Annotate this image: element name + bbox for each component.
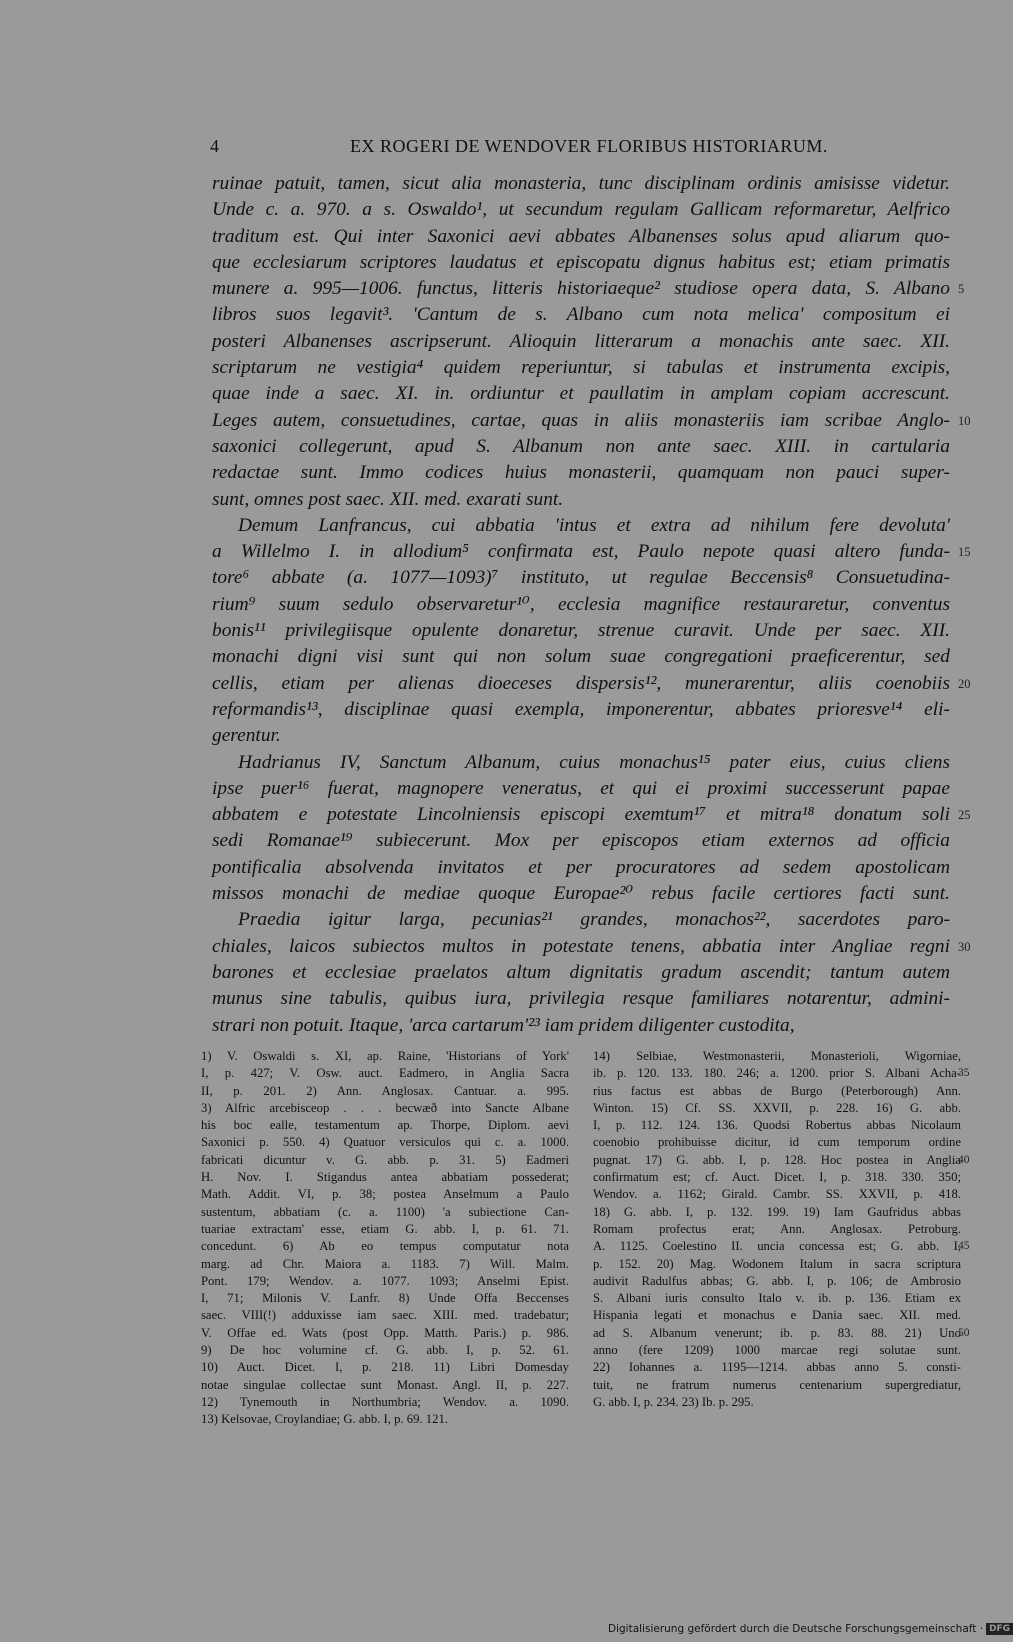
footnote-line: saec. VIII(!) adduxisse iam saec. XIII. med. tradebatur; bbox=[201, 1308, 569, 1323]
footnote-line: Romam profectus erat; Ann. Anglosax. Petroburg. bbox=[593, 1221, 961, 1236]
text-line: sedi Romanae¹⁹ subiecerunt. Mox per episcopos etiam externos ad officia bbox=[212, 830, 950, 852]
line-number: 30 bbox=[958, 939, 971, 954]
running-header bbox=[210, 136, 970, 160]
footnote-line: fabricati dicuntur v. G. abb. p. 31. 5) Eadmeri bbox=[201, 1152, 569, 1167]
footnote-line: rius factus est abbas de Burgo (Peterborough) Ann. bbox=[593, 1083, 961, 1098]
text-line: abbatem e potestate Lincolniensis episcopi exemtum¹⁷ et mitra¹⁸ donatum soli bbox=[212, 804, 950, 826]
footnote-line: pugnat. 17) G. abb. I, p. 128. Hoc postea in Anglia bbox=[593, 1152, 961, 1167]
text-line: posteri Albanenses ascripserunt. Alioquin litterarum a monachis ante saec. XII. bbox=[212, 330, 950, 352]
footer-credit bbox=[608, 1623, 1013, 1635]
footnote-line: II, p. 201. 2) Ann. Anglosax. Cantuar. a. 995. bbox=[201, 1083, 569, 1098]
footnote-line: 3) Alfric arcebisceop . . . becwæð into Sancte Albane bbox=[201, 1100, 569, 1115]
footnote-line: his boc ealle, testamentum ap. Thorpe, Diplom. aevi bbox=[201, 1118, 569, 1133]
text-line: reformandis¹³, disciplinae quasi exempla, imponerentur, abbates prioresve¹⁴ eli- bbox=[212, 698, 950, 720]
line-number: 45 bbox=[958, 1240, 970, 1253]
footnote-line: 14) Selbiae, Westmonasterii, Monasterioli, Wigorniae, bbox=[593, 1049, 961, 1063]
footnote-line: ad S. Albanum venerunt; ib. p. 83. 88. 21) Uno bbox=[593, 1325, 961, 1340]
footnote-line: tuariae extractam' esse, etiam G. abb. I, p. 61. 71. bbox=[201, 1221, 569, 1236]
text-line: pontificalia absolvenda invitatos et per procuratores ad sedem apostolicam bbox=[212, 856, 950, 878]
text-line: ipse puer¹⁶ fuerat, magnopere veneratus, et qui ei proximi successerunt papae bbox=[212, 777, 950, 799]
footnote-line: 13) Kelsovae, Croylandiae; G. abb. I, p. 69. 121. bbox=[201, 1412, 448, 1427]
footnote-line: anno (fere 1209) 1000 marcae regi solutae sunt. bbox=[593, 1343, 961, 1358]
line-number: 25 bbox=[958, 808, 971, 823]
text-line: missos monachi de mediae quoque Europae²⁰ rebus facile certiores facti sunt. bbox=[212, 883, 950, 905]
footnote-line: Math. Addit. VI, p. 38; postea Anselmum a Paulo bbox=[201, 1187, 569, 1202]
text-line: rium⁹ suum sedulo observaretur¹⁰, ecclesia magnifice restauraretur, conventus bbox=[212, 593, 950, 615]
text-line: Unde c. a. 970. a s. Oswaldo¹, ut secundum regulam Gallicam reformaretur, Aelfrico bbox=[212, 199, 950, 221]
footnote-line: audivit Radulfus abbas; G. abb. I, p. 106; de Ambrosio bbox=[593, 1273, 961, 1288]
text-line: Demum Lanfrancus, cui abbatia 'intus et extra ad nihilum fere devoluta' bbox=[238, 514, 950, 536]
footnote-line: A. 1125. Coelestino II. uncia concessa est; G. abb. I, bbox=[593, 1239, 961, 1254]
line-number: 35 bbox=[958, 1067, 970, 1080]
footnote-line: 9) De hoc volumine cf. G. abb. I, p. 52. 61. bbox=[201, 1343, 569, 1358]
dfg-logo: DFG bbox=[986, 1623, 1013, 1635]
line-number: 40 bbox=[958, 1153, 970, 1166]
footnote-line: p. 152. 20) Mag. Wodonem Italum in sacra scriptura bbox=[593, 1256, 961, 1271]
footnote-line: confirmatum est; cf. Auct. Dicet. I, p. 318. 330. 350; bbox=[593, 1170, 961, 1185]
footnote-line: I, p. 112. 124. 136. Quodsi Robertus abbas Nicolaum bbox=[593, 1118, 961, 1133]
line-number: 15 bbox=[958, 545, 971, 560]
text-line: tore⁶ abbate (a. 1077—1093)⁷ instituto, ut regulae Beccensis⁸ Consuetudina- bbox=[212, 567, 950, 589]
footnote-line: Wendov. a. 1162; Girald. Cambr. SS. XXVII, p. 418. bbox=[593, 1187, 961, 1202]
text-line: Praedia igitur larga, pecunias²¹ grandes, monachos²², sacerdotes paro- bbox=[238, 909, 950, 931]
footnote-line: 1) V. Oswaldi s. XI, ap. Raine, 'Historians of York' bbox=[201, 1049, 569, 1063]
text-line: libros suos legavit³. 'Cantum de s. Albano cum nota melica' compositum ei bbox=[212, 304, 950, 326]
footnote-line: Pont. 179; Wendov. a. 1077. 1093; Anselmi Epist. bbox=[201, 1273, 569, 1288]
footnote-line: G. abb. I, p. 234. 23) Ib. p. 295. bbox=[593, 1394, 754, 1409]
text-line: redactae sunt. Immo codices huius monasterii, quamquam non pauci super- bbox=[212, 462, 950, 484]
line-number: 20 bbox=[958, 676, 971, 691]
page-number: 4 bbox=[210, 136, 220, 156]
footnote-line: Saxonici p. 550. 4) Quatuor versiculos qui c. a. 1000. bbox=[201, 1135, 569, 1150]
text-line: Hadrianus IV, Sanctum Albanum, cuius monachus¹⁵ pater eius, cuius cliens bbox=[238, 751, 950, 773]
text-line: chiales, laicos subiectos multos in potestate tenens, abbatia inter Angliae regni bbox=[212, 935, 950, 957]
footnotes-left-column bbox=[201, 1048, 569, 1429]
text-line: a Willelmo I. in allodium⁵ confirmata est, Paulo nepote quasi altero funda- bbox=[212, 541, 950, 563]
footnote-line: concedunt. 6) Ab eo tempus computatur nota bbox=[201, 1239, 569, 1254]
text-line: traditum est. Qui inter Saxonici aevi abbates Albanenses solus apud aliarum quo- bbox=[212, 225, 950, 247]
footnote-line: 18) G. abb. I, p. 132. 199. 19) Iam Gaufridus abbas bbox=[593, 1204, 961, 1219]
footnote-line: I, p. 427; V. Osw. auct. Eadmero, in Anglia Sacra bbox=[201, 1066, 569, 1081]
footnote-line: tuit, ne fratrum numerus centenarium supergrediatur, bbox=[593, 1377, 961, 1392]
footnote-line: Hispania legati et monachus e Dania saec. XII. med. bbox=[593, 1308, 961, 1323]
footnote-line: 10) Auct. Dicet. I, p. 218. 11) Libri Domesday bbox=[201, 1360, 569, 1375]
text-line: strari non potuit. Itaque, 'arca cartarum'²³ iam pridem diligenter custodita, bbox=[212, 1014, 795, 1036]
text-line: gerentur. bbox=[212, 725, 281, 747]
footnote-line: S. Albani iuris consulto Italo v. ib. p. 136. Etiam ex bbox=[593, 1291, 961, 1306]
text-line: saxonici collegerunt, apud S. Albanum non ante saec. XIII. in cartularia bbox=[212, 435, 950, 457]
text-line: munere a. 995—1006. functus, litteris historiaeque² studiose opera data, S. Albano bbox=[212, 278, 950, 300]
line-number: 10 bbox=[958, 413, 971, 428]
line-number: 5 bbox=[958, 282, 965, 297]
footnote-line: I, 71; Milonis V. Lanfr. 8) Unde Offa Beccenses bbox=[201, 1291, 569, 1306]
text-line: bonis¹¹ privilegiisque opulente donaretur, strenue curavit. Unde per saec. XII. bbox=[212, 620, 950, 642]
footer-text: Digitalisierung gefördert durch die Deutsche Forschungsgemeinschaft · bbox=[608, 1623, 984, 1635]
text-line: que ecclesiarum scriptores laudatus et episcopatu dignus habitus est; etiam primatis bbox=[212, 251, 950, 273]
main-text bbox=[212, 171, 950, 1039]
footnote-line: sustentum, abbatiam (c. a. 1100) 'a subiectione Can- bbox=[201, 1204, 569, 1219]
footnote-line: V. Offae ed. Wats (post Opp. Matth. Paris.) p. 986. bbox=[201, 1325, 569, 1340]
text-line: sunt, omnes post saec. XII. med. exarati sunt. bbox=[212, 488, 564, 510]
footnote-line: ib. p. 120. 133. 180. 246; a. 1200. prior S. Albani Acha- bbox=[593, 1066, 961, 1081]
footnote-line: 22) Iohannes a. 1195—1214. abbas anno 5. consti- bbox=[593, 1360, 961, 1375]
footnote-line: Winton. 15) Cf. SS. XXVII, p. 228. 16) G. abb. bbox=[593, 1100, 961, 1115]
footnote-line: H. Nov. I. Stigandus antea abbatiam possederat; bbox=[201, 1170, 569, 1185]
text-line: Leges autem, consuetudines, cartae, quas in aliis monasteriis iam scribae Anglo- bbox=[212, 409, 950, 431]
footnote-line: coenobio prohibuisse dicitur, id cum temporum ordine bbox=[593, 1135, 961, 1150]
footnote-line: marg. ad Chr. Maiora a. 1183. 7) Will. Malm. bbox=[201, 1256, 569, 1271]
text-line: quae inde a saec. XI. in. ordiuntur et paullatim in amplam copiam accrescunt. bbox=[212, 383, 950, 405]
text-line: monachi digni visi sunt qui non solum suae congregationi praeficerentur, sed bbox=[212, 646, 950, 668]
text-line: ruinae patuit, tamen, sicut alia monasteria, tunc disciplinam ordinis amisisse videtur. bbox=[212, 173, 950, 194]
text-line: munus sine tabulis, quibus iura, privilegia resque familiares notarentur, admini- bbox=[212, 988, 950, 1010]
footnotes-right-column bbox=[593, 1048, 961, 1411]
text-line: barones et ecclesiae praelatos altum dignitatis gradum ascendit; tantum autem bbox=[212, 961, 950, 983]
text-line: scriptarum ne vestigia⁴ quidem reperiuntur, si tabulas et instrumenta excipis, bbox=[212, 357, 950, 379]
running-title: EX ROGERI DE WENDOVER FLORIBUS HISTORIARUM. bbox=[350, 136, 828, 156]
text-line: cellis, etiam per alienas dioeceses dispersis¹², munerarentur, aliis coenobiis bbox=[212, 672, 950, 694]
line-number: 50 bbox=[958, 1326, 970, 1339]
footnote-line: notae singulae collectae sunt Monast. Angl. II, p. 227. bbox=[201, 1377, 569, 1392]
footnote-line: 12) Tynemouth in Northumbria; Wendov. a. 1090. bbox=[201, 1394, 569, 1409]
